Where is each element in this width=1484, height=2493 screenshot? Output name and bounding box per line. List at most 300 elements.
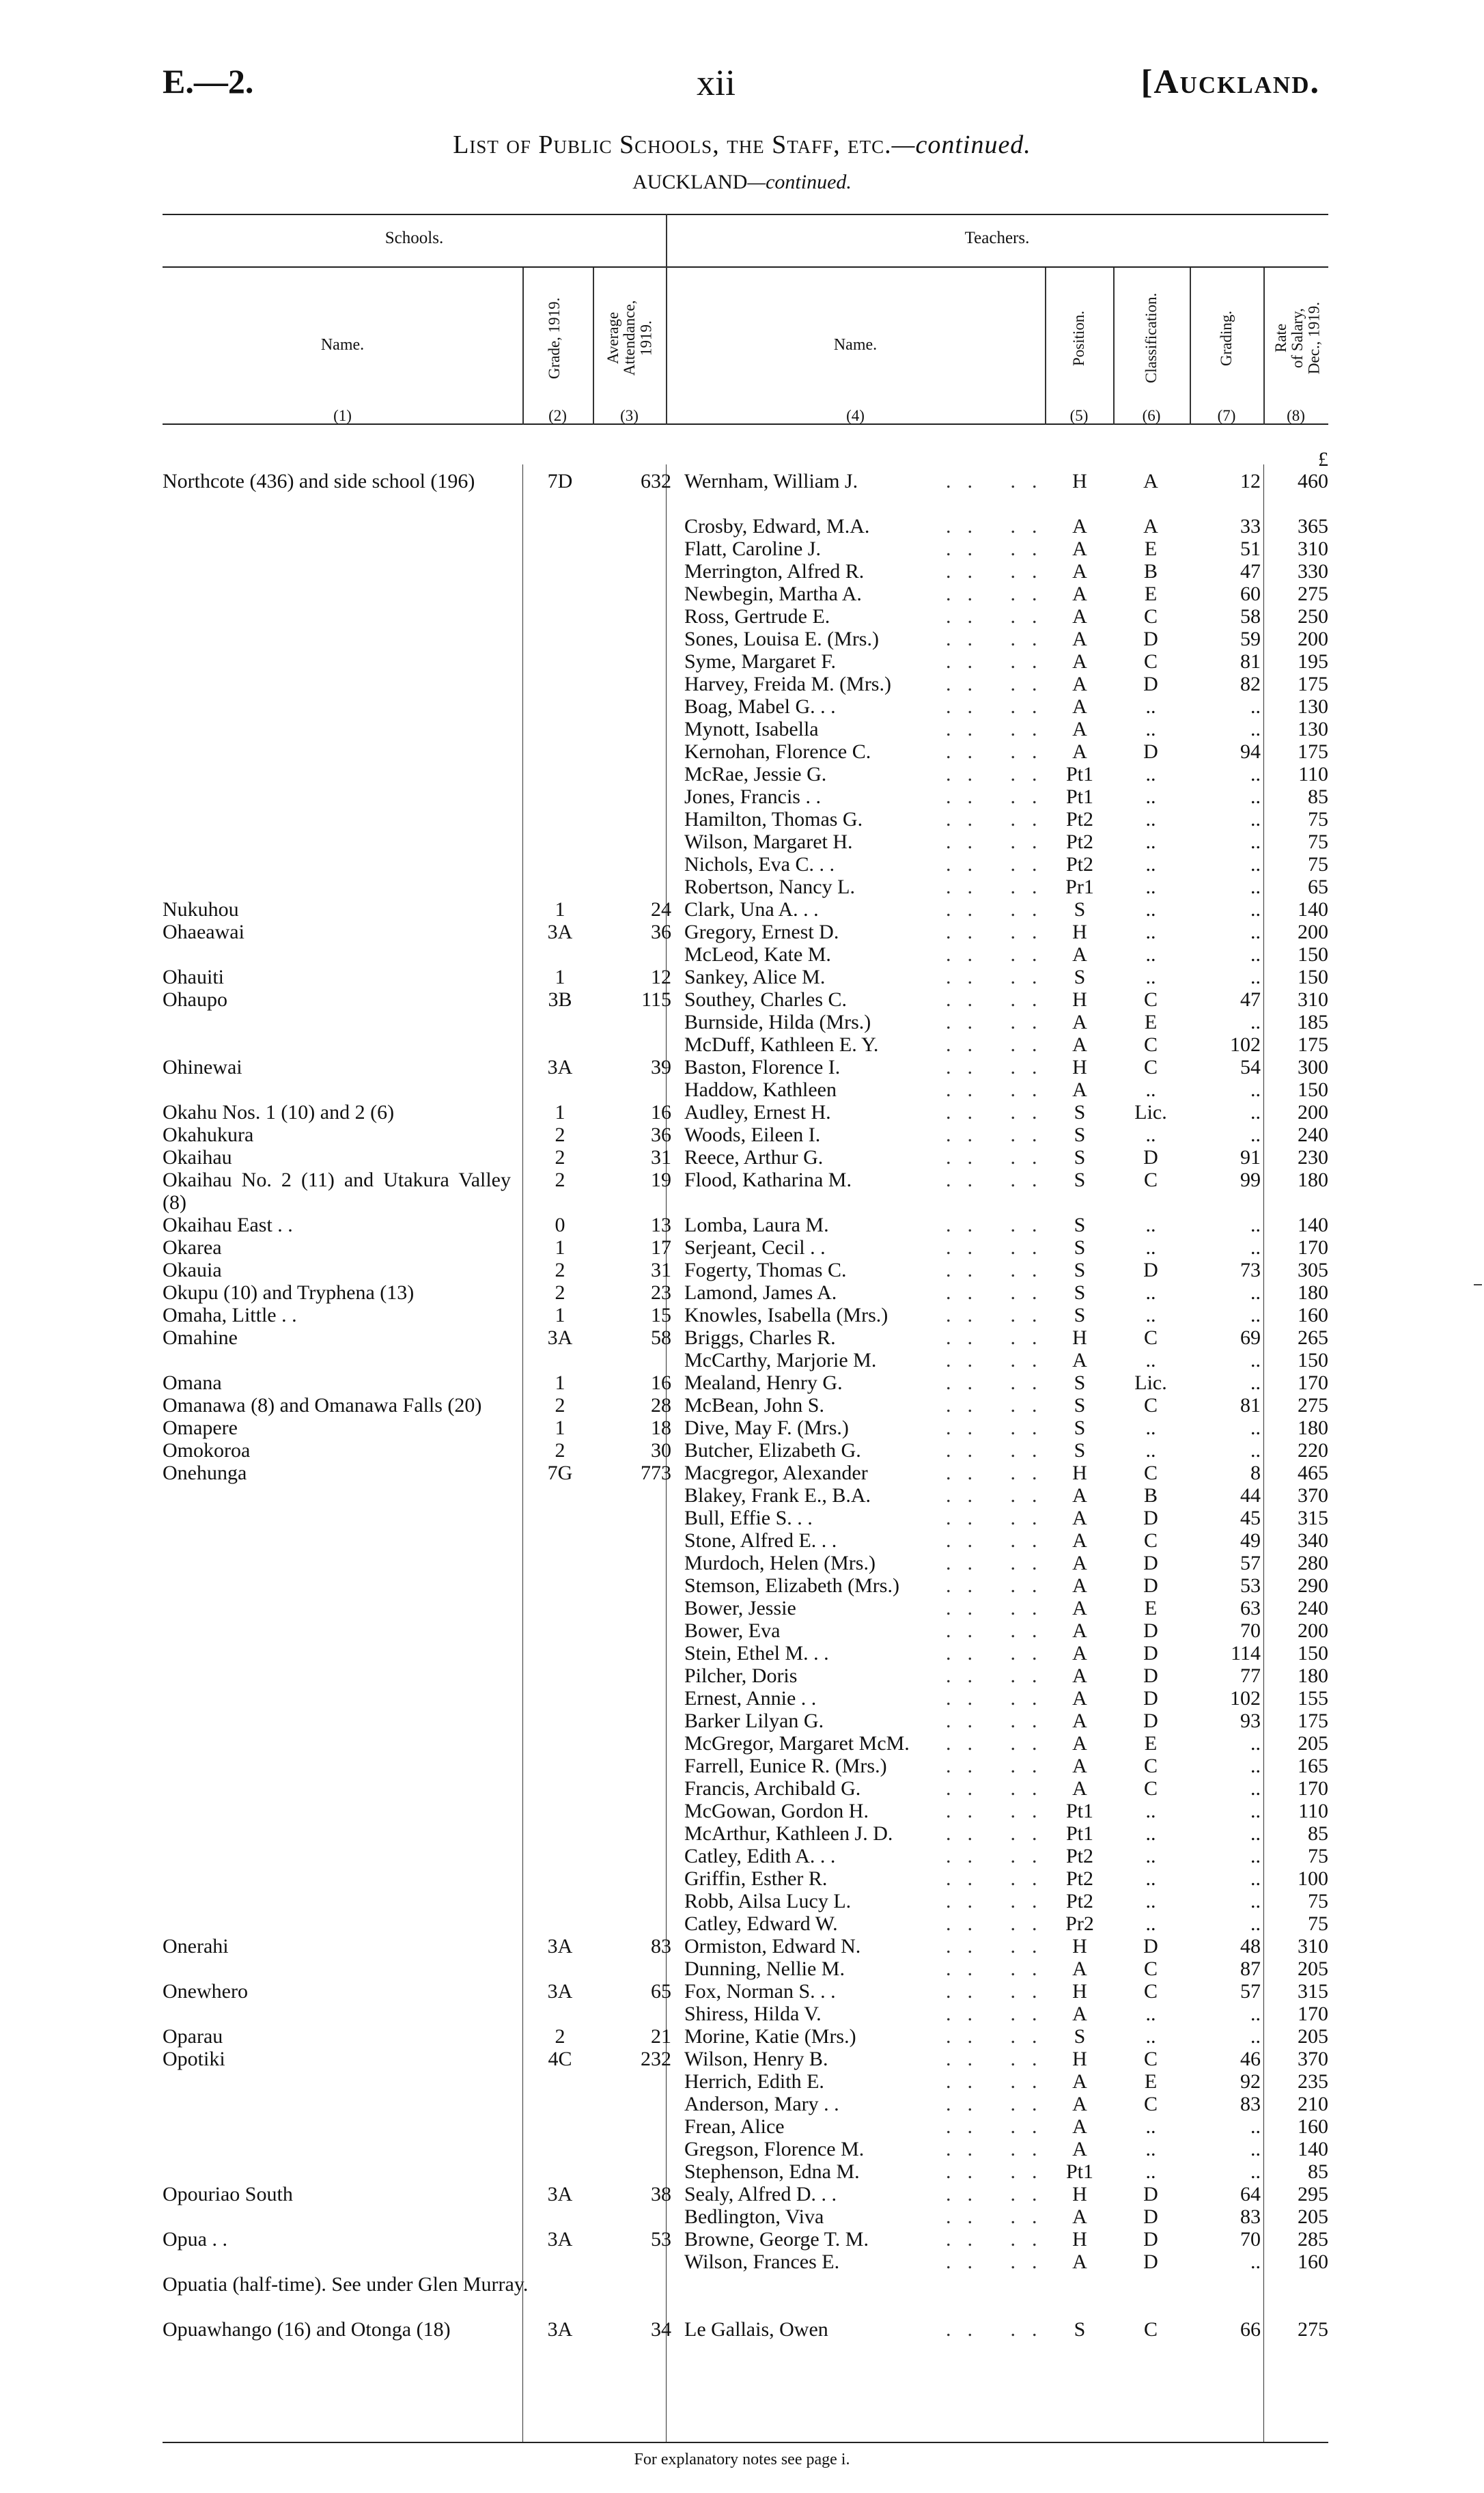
col-number-4: (4) xyxy=(846,407,865,424)
leader-dots: .. .. xyxy=(946,1619,1054,1642)
cell-teacher-name: Nichols, Eva C. . . xyxy=(684,853,835,876)
group-schools: Schools. xyxy=(384,229,444,247)
cell-grading: 77 xyxy=(1240,1665,1261,1687)
cell-position: A xyxy=(1072,695,1087,718)
leader-dots: .. .. xyxy=(946,470,1054,492)
cell-position: S xyxy=(1074,1169,1086,1191)
cell-classification: .. xyxy=(1145,1822,1156,1845)
cell-attendance: 36 xyxy=(651,921,671,943)
cell-grade: 3A xyxy=(547,2318,573,2341)
cell-classification: D xyxy=(1143,1146,1158,1169)
cell-position: H xyxy=(1072,921,1087,943)
cell-teacher-name: Briggs, Charles R. xyxy=(684,1326,836,1349)
cell-classification: Lic. xyxy=(1134,1371,1167,1394)
cell-teacher-name: Stein, Ethel M. . . xyxy=(684,1642,829,1665)
cell-teacher-name: Mealand, Henry G. xyxy=(684,1371,843,1394)
leader-dots: .. .. xyxy=(946,1597,1054,1619)
col-divider-1 xyxy=(522,268,524,425)
cell-grading: 49 xyxy=(1240,1529,1261,1552)
cell-classification: D xyxy=(1143,2228,1158,2251)
cell-attendance: 31 xyxy=(651,1259,671,1281)
cell-grading: 54 xyxy=(1240,1056,1261,1078)
cell-grading: .. xyxy=(1250,1867,1261,1890)
cell-teacher-name: Griffin, Esther R. xyxy=(684,1867,828,1890)
cell-teacher-name: McBean, John S. xyxy=(684,1394,824,1417)
leader-dots: .. .. xyxy=(946,943,1054,966)
cell-teacher-name: Gregory, Ernest D. xyxy=(684,921,839,943)
cell-teacher-name: Sealy, Alfred D. . . xyxy=(684,2183,837,2205)
cell-salary: 110 xyxy=(1298,763,1328,785)
cell-grade: 2 xyxy=(555,1124,565,1146)
cell-teacher-name: Serjeant, Cecil . . xyxy=(684,1236,826,1259)
cell-classification: .. xyxy=(1145,898,1156,921)
cell-teacher-name: Ormiston, Edward N. xyxy=(684,1935,861,1958)
cell-teacher-name: Reece, Arthur G. xyxy=(684,1146,824,1169)
leader-dots: .. .. xyxy=(946,808,1054,831)
cell-teacher-name: Bower, Jessie xyxy=(684,1597,796,1619)
cell-salary: 315 xyxy=(1298,1507,1328,1529)
cell-teacher-name: Robb, Ailsa Lucy L. xyxy=(684,1890,852,1912)
leader-dots: .. .. xyxy=(946,1169,1054,1191)
cell-position: H xyxy=(1072,1980,1087,2003)
cell-grading: 12 xyxy=(1240,470,1261,492)
cell-grade: 2 xyxy=(555,1146,565,1169)
cell-position: A xyxy=(1072,583,1087,605)
cell-salary: 315 xyxy=(1298,1980,1328,2003)
leader-dots: .. .. xyxy=(946,673,1054,695)
cell-classification: .. xyxy=(1145,2160,1156,2183)
cell-classification: D xyxy=(1143,2251,1158,2273)
margin-mark xyxy=(1474,1284,1482,1285)
cell-position: A xyxy=(1072,1529,1087,1552)
cell-grading: 70 xyxy=(1240,1619,1261,1642)
cell-classification: C xyxy=(1143,1056,1158,1078)
cell-position: A xyxy=(1072,1665,1087,1687)
cell-attendance: 232 xyxy=(641,2048,671,2070)
cell-school-name: Onehunga xyxy=(163,1462,247,1484)
col-attendance: Average Attendance, 1919. xyxy=(604,300,655,376)
cell-position: A xyxy=(1072,673,1087,695)
cell-salary: 240 xyxy=(1298,1124,1328,1146)
cell-school-name: Ohinewai xyxy=(163,1056,242,1078)
cell-grading: .. xyxy=(1250,2003,1261,2025)
cell-salary: 180 xyxy=(1298,1417,1328,1439)
cell-grade: 7G xyxy=(547,1462,573,1484)
cell-position: A xyxy=(1072,2205,1087,2228)
cell-school-name: Omana xyxy=(163,1371,222,1394)
cell-attendance: 23 xyxy=(651,1281,671,1304)
cell-teacher-name: McGowan, Gordon H. xyxy=(684,1800,869,1822)
cell-classification: C xyxy=(1143,1462,1158,1484)
cell-grading: .. xyxy=(1250,1845,1261,1867)
cell-attendance: 16 xyxy=(651,1371,671,1394)
cell-classification: D xyxy=(1143,1259,1158,1281)
cell-grading: 8 xyxy=(1250,1462,1261,1484)
cell-classification: .. xyxy=(1145,1439,1156,1462)
leader-dots: .. .. xyxy=(946,1146,1054,1169)
cell-teacher-name: McArthur, Kathleen J. D. xyxy=(684,1822,893,1845)
cell-classification: .. xyxy=(1145,966,1156,988)
cell-school-name: Okaihau xyxy=(163,1146,232,1169)
cell-teacher-name: Butcher, Elizabeth G. xyxy=(684,1439,861,1462)
cell-grading: .. xyxy=(1250,1777,1261,1800)
cell-teacher-name: Merrington, Alfred R. xyxy=(684,560,865,583)
cell-position: S xyxy=(1074,1394,1086,1417)
cell-position: S xyxy=(1074,1304,1086,1326)
cell-classification: B xyxy=(1143,560,1158,583)
cell-classification: C xyxy=(1143,1326,1158,1349)
cell-position: A xyxy=(1072,2003,1087,2025)
cell-classification: C xyxy=(1143,605,1158,628)
cell-position: S xyxy=(1074,1371,1086,1394)
cell-salary: 275 xyxy=(1298,2318,1328,2341)
cell-teacher-name: Boag, Mabel G. . . xyxy=(684,695,836,718)
leader-dots: .. .. xyxy=(946,2160,1054,2183)
cell-school-name: Omaha, Little . . xyxy=(163,1304,297,1326)
cell-salary: 155 xyxy=(1298,1687,1328,1710)
cell-salary: 175 xyxy=(1298,740,1328,763)
cell-classification: D xyxy=(1143,2205,1158,2228)
cell-grading: 33 xyxy=(1240,515,1261,538)
cell-attendance: 13 xyxy=(651,1214,671,1236)
leader-dots: .. .. xyxy=(946,1417,1054,1439)
page-subtitle-text: AUCKLAND xyxy=(632,171,748,193)
cell-teacher-name: Sankey, Alice M. xyxy=(684,966,826,988)
cell-position: S xyxy=(1074,898,1086,921)
cell-attendance: 15 xyxy=(651,1304,671,1326)
cell-grading: .. xyxy=(1250,1800,1261,1822)
col-number-6: (6) xyxy=(1142,407,1161,424)
leader-dots: .. .. xyxy=(946,2048,1054,2070)
cell-salary: 150 xyxy=(1298,1642,1328,1665)
cell-school-name: Opua . . xyxy=(163,2228,227,2251)
leader-dots: .. .. xyxy=(946,2070,1054,2093)
leader-dots: .. .. xyxy=(946,1011,1054,1033)
cell-salary: 85 xyxy=(1308,785,1328,808)
leader-dots: .. .. xyxy=(946,2183,1054,2205)
cell-classification: .. xyxy=(1145,2138,1156,2160)
cell-classification: C xyxy=(1143,1394,1158,1417)
cell-classification: A xyxy=(1143,515,1158,538)
body-divider-grade xyxy=(522,464,523,2442)
page-number: xii xyxy=(697,62,736,103)
cell-position: Pr2 xyxy=(1065,1912,1094,1935)
cell-salary: 165 xyxy=(1298,1755,1328,1777)
cell-school-name: Okahukura xyxy=(163,1124,254,1146)
cell-school-name: Okaihau East . . xyxy=(163,1214,293,1236)
cell-school-name: Okupu (10) and Tryphena (13) xyxy=(163,1281,415,1304)
leader-dots: .. .. xyxy=(946,2228,1054,2251)
cell-grading: .. xyxy=(1250,1822,1261,1845)
cell-teacher-name: Fogerty, Thomas C. xyxy=(684,1259,847,1281)
cell-salary: 200 xyxy=(1298,1101,1328,1124)
cell-grading: 60 xyxy=(1240,583,1261,605)
group-teachers: Teachers. xyxy=(964,229,1030,247)
cell-position: A xyxy=(1072,1619,1087,1642)
cell-attendance: 53 xyxy=(651,2228,671,2251)
cell-salary: 240 xyxy=(1298,1597,1328,1619)
leader-dots: .. .. xyxy=(946,898,1054,921)
cell-teacher-name: Wilson, Henry B. xyxy=(684,2048,828,2070)
cell-grading: .. xyxy=(1250,966,1261,988)
cell-classification: D xyxy=(1143,740,1158,763)
leader-dots: .. .. xyxy=(946,1958,1054,1980)
cell-classification: E xyxy=(1144,1597,1158,1619)
table-top-rule xyxy=(163,214,1328,215)
leader-dots: .. .. xyxy=(946,2318,1054,2341)
cell-school-name: Omanawa (8) and Omanawa Falls (20) xyxy=(163,1394,482,1417)
cell-school-name: Opuatia (half-time). See under Glen Murray. xyxy=(163,2273,529,2296)
leader-dots: .. .. xyxy=(946,1822,1054,1845)
cell-position: Pr1 xyxy=(1065,876,1094,898)
cell-salary: 310 xyxy=(1298,538,1328,560)
cell-grading: .. xyxy=(1250,876,1261,898)
cell-teacher-name: Barker Lilyan G. xyxy=(684,1710,824,1732)
cell-salary: 200 xyxy=(1298,1619,1328,1642)
cell-salary: 285 xyxy=(1298,2228,1328,2251)
leader-dots: .. .. xyxy=(946,1462,1054,1484)
cell-teacher-name: McGregor, Margaret McM. xyxy=(684,1732,910,1755)
cell-salary: 85 xyxy=(1308,1822,1328,1845)
cell-teacher-name: Newbegin, Martha A. xyxy=(684,583,862,605)
cell-position: A xyxy=(1072,2138,1087,2160)
cell-teacher-name: Le Gallais, Owen xyxy=(684,2318,828,2341)
cell-grading: .. xyxy=(1250,943,1261,966)
cell-position: A xyxy=(1072,1011,1087,1033)
leader-dots: .. .. xyxy=(946,1484,1054,1507)
cell-grade: 4C xyxy=(548,2048,572,2070)
cell-teacher-name: Southey, Charles C. xyxy=(684,988,848,1011)
cell-grading: 69 xyxy=(1240,1326,1261,1349)
cell-salary: 370 xyxy=(1298,2048,1328,2070)
cell-teacher-name: McLeod, Kate M. xyxy=(684,943,831,966)
cell-teacher-name: Browne, George T. M. xyxy=(684,2228,869,2251)
cell-school-name: Okaihau No. 2 (11) and Utakura Valley (8) xyxy=(163,1169,511,1214)
leader-dots: .. .. xyxy=(946,2115,1054,2138)
cell-school-name: Omahine xyxy=(163,1326,238,1349)
cell-grading: 46 xyxy=(1240,2048,1261,2070)
cell-grading: .. xyxy=(1250,1439,1261,1462)
cell-grading: .. xyxy=(1250,1912,1261,1935)
cell-position: S xyxy=(1074,1259,1086,1281)
cell-salary: 180 xyxy=(1298,1665,1328,1687)
cell-classification: .. xyxy=(1145,943,1156,966)
cell-position: A xyxy=(1072,560,1087,583)
leader-dots: .. .. xyxy=(946,1078,1054,1101)
cell-grade: 1 xyxy=(555,898,565,921)
cell-grading: 47 xyxy=(1240,988,1261,1011)
leader-dots: .. .. xyxy=(946,1371,1054,1394)
page-title xyxy=(0,130,1484,160)
leader-dots: .. .. xyxy=(946,831,1054,853)
cell-grade: 1 xyxy=(555,1101,565,1124)
leader-dots: .. .. xyxy=(946,1507,1054,1529)
cell-attendance: 39 xyxy=(651,1056,671,1078)
cell-salary: 305 xyxy=(1298,1259,1328,1281)
col-grade: Grade, 1919. xyxy=(546,297,563,379)
cell-salary: 150 xyxy=(1298,966,1328,988)
cell-attendance: 24 xyxy=(651,898,671,921)
cell-school-name: Ohauiti xyxy=(163,966,224,988)
cell-teacher-name: Dunning, Nellie M. xyxy=(684,1958,845,1980)
cell-salary: 185 xyxy=(1298,1011,1328,1033)
col-classification: Classification. xyxy=(1143,292,1160,384)
cell-salary: 230 xyxy=(1298,1146,1328,1169)
cell-grading: 87 xyxy=(1240,1958,1261,1980)
cell-teacher-name: Stephenson, Edna M. xyxy=(684,2160,860,2183)
cell-salary: 100 xyxy=(1298,1867,1328,1890)
cell-position: A xyxy=(1072,1777,1087,1800)
cell-classification: .. xyxy=(1145,1124,1156,1146)
col-grading: Grading. xyxy=(1218,310,1235,366)
cell-classification: D xyxy=(1143,1619,1158,1642)
cell-teacher-name: Kernohan, Florence C. xyxy=(684,740,871,763)
cell-salary: 205 xyxy=(1298,2205,1328,2228)
cell-salary: 275 xyxy=(1298,1394,1328,1417)
cell-salary: 365 xyxy=(1298,515,1328,538)
cell-grade: 3A xyxy=(547,2183,573,2205)
leader-dots: .. .. xyxy=(946,1259,1054,1281)
cell-position: Pt1 xyxy=(1065,2160,1094,2183)
cell-salary: 140 xyxy=(1298,1214,1328,1236)
cell-teacher-name: Shiress, Hilda V. xyxy=(684,2003,822,2025)
cell-teacher-name: Morine, Katie (Mrs.) xyxy=(684,2025,856,2048)
cell-salary: 160 xyxy=(1298,1304,1328,1326)
cell-teacher-name: McDuff, Kathleen E. Y. xyxy=(684,1033,879,1056)
cell-classification: E xyxy=(1144,1011,1158,1033)
cell-salary: 160 xyxy=(1298,2115,1328,2138)
cell-position: A xyxy=(1072,538,1087,560)
cell-position: Pt1 xyxy=(1065,1822,1094,1845)
cell-classification: A xyxy=(1143,470,1158,492)
cell-grading: .. xyxy=(1250,1078,1261,1101)
cell-classification: .. xyxy=(1145,1236,1156,1259)
cell-teacher-name: Catley, Edith A. . . xyxy=(684,1845,836,1867)
body-divider-sal xyxy=(1263,464,1264,2442)
page-header-right: [Auckland. xyxy=(1140,62,1320,100)
cell-salary: 175 xyxy=(1298,1710,1328,1732)
cell-salary: 250 xyxy=(1298,605,1328,628)
cell-position: H xyxy=(1072,1935,1087,1958)
cell-position: A xyxy=(1072,1552,1087,1574)
cell-salary: 85 xyxy=(1308,2160,1328,2183)
leader-dots: .. .. xyxy=(946,1867,1054,1890)
cell-grading: .. xyxy=(1250,1236,1261,1259)
leader-dots: .. .. xyxy=(946,1935,1054,1958)
cell-position: H xyxy=(1072,2228,1087,2251)
cell-grading: .. xyxy=(1250,2115,1261,2138)
leader-dots: .. .. xyxy=(946,1732,1054,1755)
cell-salary: 310 xyxy=(1298,1935,1328,1958)
leader-dots: .. .. xyxy=(946,1710,1054,1732)
cell-grading: .. xyxy=(1250,831,1261,853)
leader-dots: .. .. xyxy=(946,1236,1054,1259)
leader-dots: .. .. xyxy=(946,695,1054,718)
cell-salary: 140 xyxy=(1298,2138,1328,2160)
leader-dots: .. .. xyxy=(946,515,1054,538)
cell-salary: 180 xyxy=(1298,1281,1328,1304)
cell-position: A xyxy=(1072,1642,1087,1665)
cell-position: S xyxy=(1074,1439,1086,1462)
cell-grading: .. xyxy=(1250,853,1261,876)
cell-grading: 83 xyxy=(1240,2205,1261,2228)
cell-salary: 310 xyxy=(1298,988,1328,1011)
cell-attendance: 38 xyxy=(651,2183,671,2205)
cell-classification: C xyxy=(1143,988,1158,1011)
cell-teacher-name: Haddow, Kathleen xyxy=(684,1078,837,1101)
cell-teacher-name: Ross, Gertrude E. xyxy=(684,605,830,628)
cell-salary: 75 xyxy=(1308,853,1328,876)
cell-salary: 290 xyxy=(1298,1574,1328,1597)
cell-position: A xyxy=(1072,1597,1087,1619)
cell-grading: .. xyxy=(1250,2251,1261,2273)
cell-teacher-name: Clark, Una A. . . xyxy=(684,898,819,921)
cell-grade: 2 xyxy=(555,1281,565,1304)
cell-grading: .. xyxy=(1250,1755,1261,1777)
cell-teacher-name: McRae, Jessie G. xyxy=(684,763,827,785)
cell-grade: 0 xyxy=(555,1214,565,1236)
cell-classification: C xyxy=(1143,1529,1158,1552)
cell-school-name: Okarea xyxy=(163,1236,222,1259)
leader-dots: .. .. xyxy=(946,1777,1054,1800)
cell-classification: D xyxy=(1143,1687,1158,1710)
leader-dots: .. .. xyxy=(946,1033,1054,1056)
cell-salary: 150 xyxy=(1298,1078,1328,1101)
cell-position: A xyxy=(1072,1484,1087,1507)
cell-grading: .. xyxy=(1250,763,1261,785)
cell-teacher-name: Harvey, Freida M. (Mrs.) xyxy=(684,673,891,695)
page-subtitle-suffix: —continued. xyxy=(747,171,852,193)
cell-teacher-name: Mynott, Isabella xyxy=(684,718,819,740)
cell-position: S xyxy=(1074,1101,1086,1124)
cell-position: H xyxy=(1072,470,1087,492)
cell-position: Pt2 xyxy=(1065,808,1094,831)
cell-grading: .. xyxy=(1250,921,1261,943)
cell-attendance: 36 xyxy=(651,1124,671,1146)
cell-grading: .. xyxy=(1250,808,1261,831)
cell-classification: D xyxy=(1143,673,1158,695)
col-salary: Rate of Salary, Dec., 1919. xyxy=(1272,301,1323,375)
cell-teacher-name: Dive, May F. (Mrs.) xyxy=(684,1417,849,1439)
cell-salary: 170 xyxy=(1298,1236,1328,1259)
currency-symbol: £ xyxy=(1318,448,1328,471)
leader-dots: .. .. xyxy=(946,718,1054,740)
cell-school-name: Omokoroa xyxy=(163,1439,251,1462)
leader-dots: .. .. xyxy=(946,1439,1054,1462)
cell-grading: 102 xyxy=(1230,1033,1261,1056)
cell-grading: 99 xyxy=(1240,1169,1261,1191)
cell-teacher-name: Wilson, Margaret H. xyxy=(684,831,853,853)
cell-attendance: 65 xyxy=(651,1980,671,2003)
cell-teacher-name: Ernest, Annie . . xyxy=(684,1687,817,1710)
cell-school-name: Okauia xyxy=(163,1259,222,1281)
cell-attendance: 17 xyxy=(651,1236,671,1259)
cell-attendance: 773 xyxy=(641,1462,671,1484)
cell-school-name: Omapere xyxy=(163,1417,238,1439)
cell-salary: 280 xyxy=(1298,1552,1328,1574)
cell-classification: .. xyxy=(1145,1867,1156,1890)
cell-position: Pt2 xyxy=(1065,1890,1094,1912)
leader-dots: .. .. xyxy=(946,1281,1054,1304)
cell-position: Pt1 xyxy=(1065,1800,1094,1822)
cell-grading: .. xyxy=(1250,1890,1261,1912)
cell-salary: 205 xyxy=(1298,1958,1328,1980)
leader-dots: .. .. xyxy=(946,1304,1054,1326)
cell-grade: 2 xyxy=(555,1259,565,1281)
leader-dots: .. .. xyxy=(946,1056,1054,1078)
cell-salary: 65 xyxy=(1308,876,1328,898)
leader-dots: .. .. xyxy=(946,2205,1054,2228)
